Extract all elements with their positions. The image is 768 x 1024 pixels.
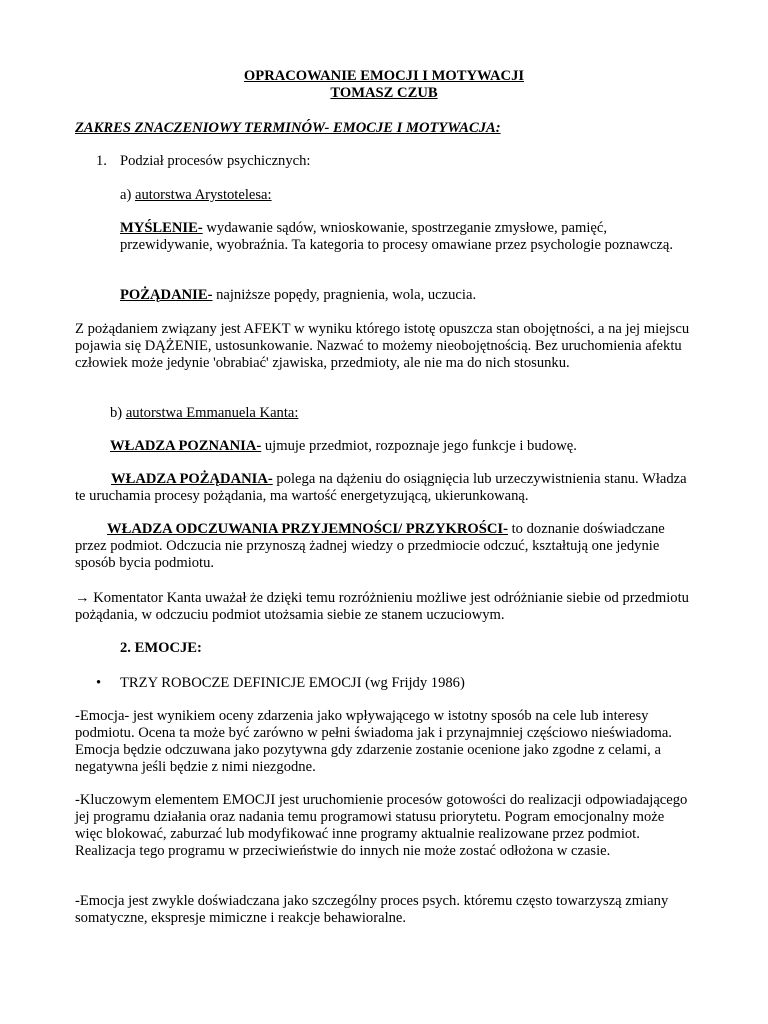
definition-wladza-odczuwania [75, 521, 695, 572]
document-title [0, 68, 768, 102]
definition-text: polega na dążeniu do osiągnięcia lub urzeczywistnienia stanu. Władza te uruchamia procesy pożądania, ma wartość energetyzującą, ukierunkowaną. [75, 471, 687, 504]
definition-text: ujmuje przedmiot, rozpoznaje jego funkcje i budowę. [261, 438, 577, 454]
definition-text: to doznanie doświadczane przez podmiot. Odczucia nie przynoszą żadnej wiedzy o przedmiocie odczuć, kształtują one jedynie sposób bycia podmiotu. [75, 521, 665, 571]
term-wladza-odczuwania: WŁADZA ODCZUWANIA PRZYJEMNOŚCI/ PRZYKROŚCI- [107, 521, 508, 537]
subsection-b [110, 405, 695, 422]
bullet-icon: • [96, 675, 102, 691]
subsection-a-label: autorstwa Arystotelesa: [135, 187, 272, 203]
paragraph-definition-1: -Emocja- jest wynikiem oceny zdarzenia jako wpływającego w istotny sposób na cele lub interesy podmiotu. Ocena ta może być zarówno w pełni świadoma jak i przynajmniej częściowo nieświadoma. Emocja będzie odczuwana jako pozytywna gdy zdarzenie zostanie ocenione jako zgodne z celami, a negatywna jeśli będzie z nimi niezgodne. [75, 708, 672, 775]
paragraph-komentator: → Komentator Kanta uważał że dzięki temu rozróżnieniu możliwe jest odróżnianie siebie od przedmiotu pożądania, w odczuciu podmiot utożsamia siebie ze stanem uczuciowym. [75, 590, 689, 623]
term-wladza-pozadania: WŁADZA POŻĄDANIA- [111, 471, 273, 487]
list-item-1 [96, 153, 696, 170]
section-header: ZAKRES ZNACZENIOWY TERMINÓW- EMOCJE I MOTYWACJA: [75, 120, 501, 136]
paragraph-definition-2: -Kluczowym elementem EMOCJI jest uruchomienie procesów gotowości do realizacji odpowiadającego jej programu działania oraz nadania temu programowi statusu priorytetu. Pogram emocjonalny może więc blokować, zaburzać lub modyfikować inne programy aktualnie realizowane przez podmiot. Realizacja tego programu w przeciwieństwie do innych nie może zostać odłożona w czasie. [75, 792, 688, 859]
definition-text: wydawanie sądów, wnioskowanie, spostrzeganie zmysłowe, pamięć, przewidywanie, wyobraźnia. Ta kategoria to procesy omawiane przez psychologie poznawczą. [120, 220, 674, 253]
list-number: 1. [96, 153, 107, 169]
emocje-heading: 2. EMOCJE: [120, 640, 202, 656]
definition-myslenie [120, 220, 695, 254]
term-wladza-poznania: WŁADZA POZNANIA- [110, 438, 262, 454]
bullet-item [96, 675, 696, 692]
subsection-b-label: autorstwa Emmanuela Kanta: [125, 405, 299, 421]
definition-wladza-poznania [110, 438, 695, 455]
title-line-2: TOMASZ CZUB [330, 85, 438, 101]
definition-wladza-pozadania [75, 471, 695, 505]
subsection-a [120, 187, 695, 204]
bullet-text: TRZY ROBOCZE DEFINICJE EMOCJI (wg Frijdy 1986) [120, 675, 465, 691]
subsection-b-prefix: b) [110, 405, 126, 421]
title-line-1: OPRACOWANIE EMOCJI I MOTYWACJI [243, 68, 525, 84]
term-myslenie: MYŚLENIE- [120, 220, 203, 236]
definition-pozadanie [120, 287, 695, 304]
list-item-text: Podział procesów psychicznych: [120, 153, 311, 169]
definition-text: najniższe popędy, pragnienia, wola, uczucia. [212, 287, 477, 303]
paragraph-afekt: Z pożądaniem związany jest AFEKT w wyniku którego istotę opuszcza stan obojętności, a na jej miejscu pojawia się DĄŻENIE, ustosunkowanie. Nazwać to możemy nieobojętnością. Bez uruchomienia afektu człowiek może jedynie 'obrabiać' zjawiska, przedmioty, ale nie ma do nich stosunku. [75, 321, 690, 371]
paragraph-definition-3: -Emocja jest zwykle doświadczana jako szczególny proces psych. któremu często towarzyszą zmiany somatyczne, ekspresje mimiczne i reakcje behawioralne. [75, 893, 669, 926]
subsection-a-prefix: a) [120, 187, 135, 203]
term-pozadanie: POŻĄDANIE- [120, 287, 213, 303]
